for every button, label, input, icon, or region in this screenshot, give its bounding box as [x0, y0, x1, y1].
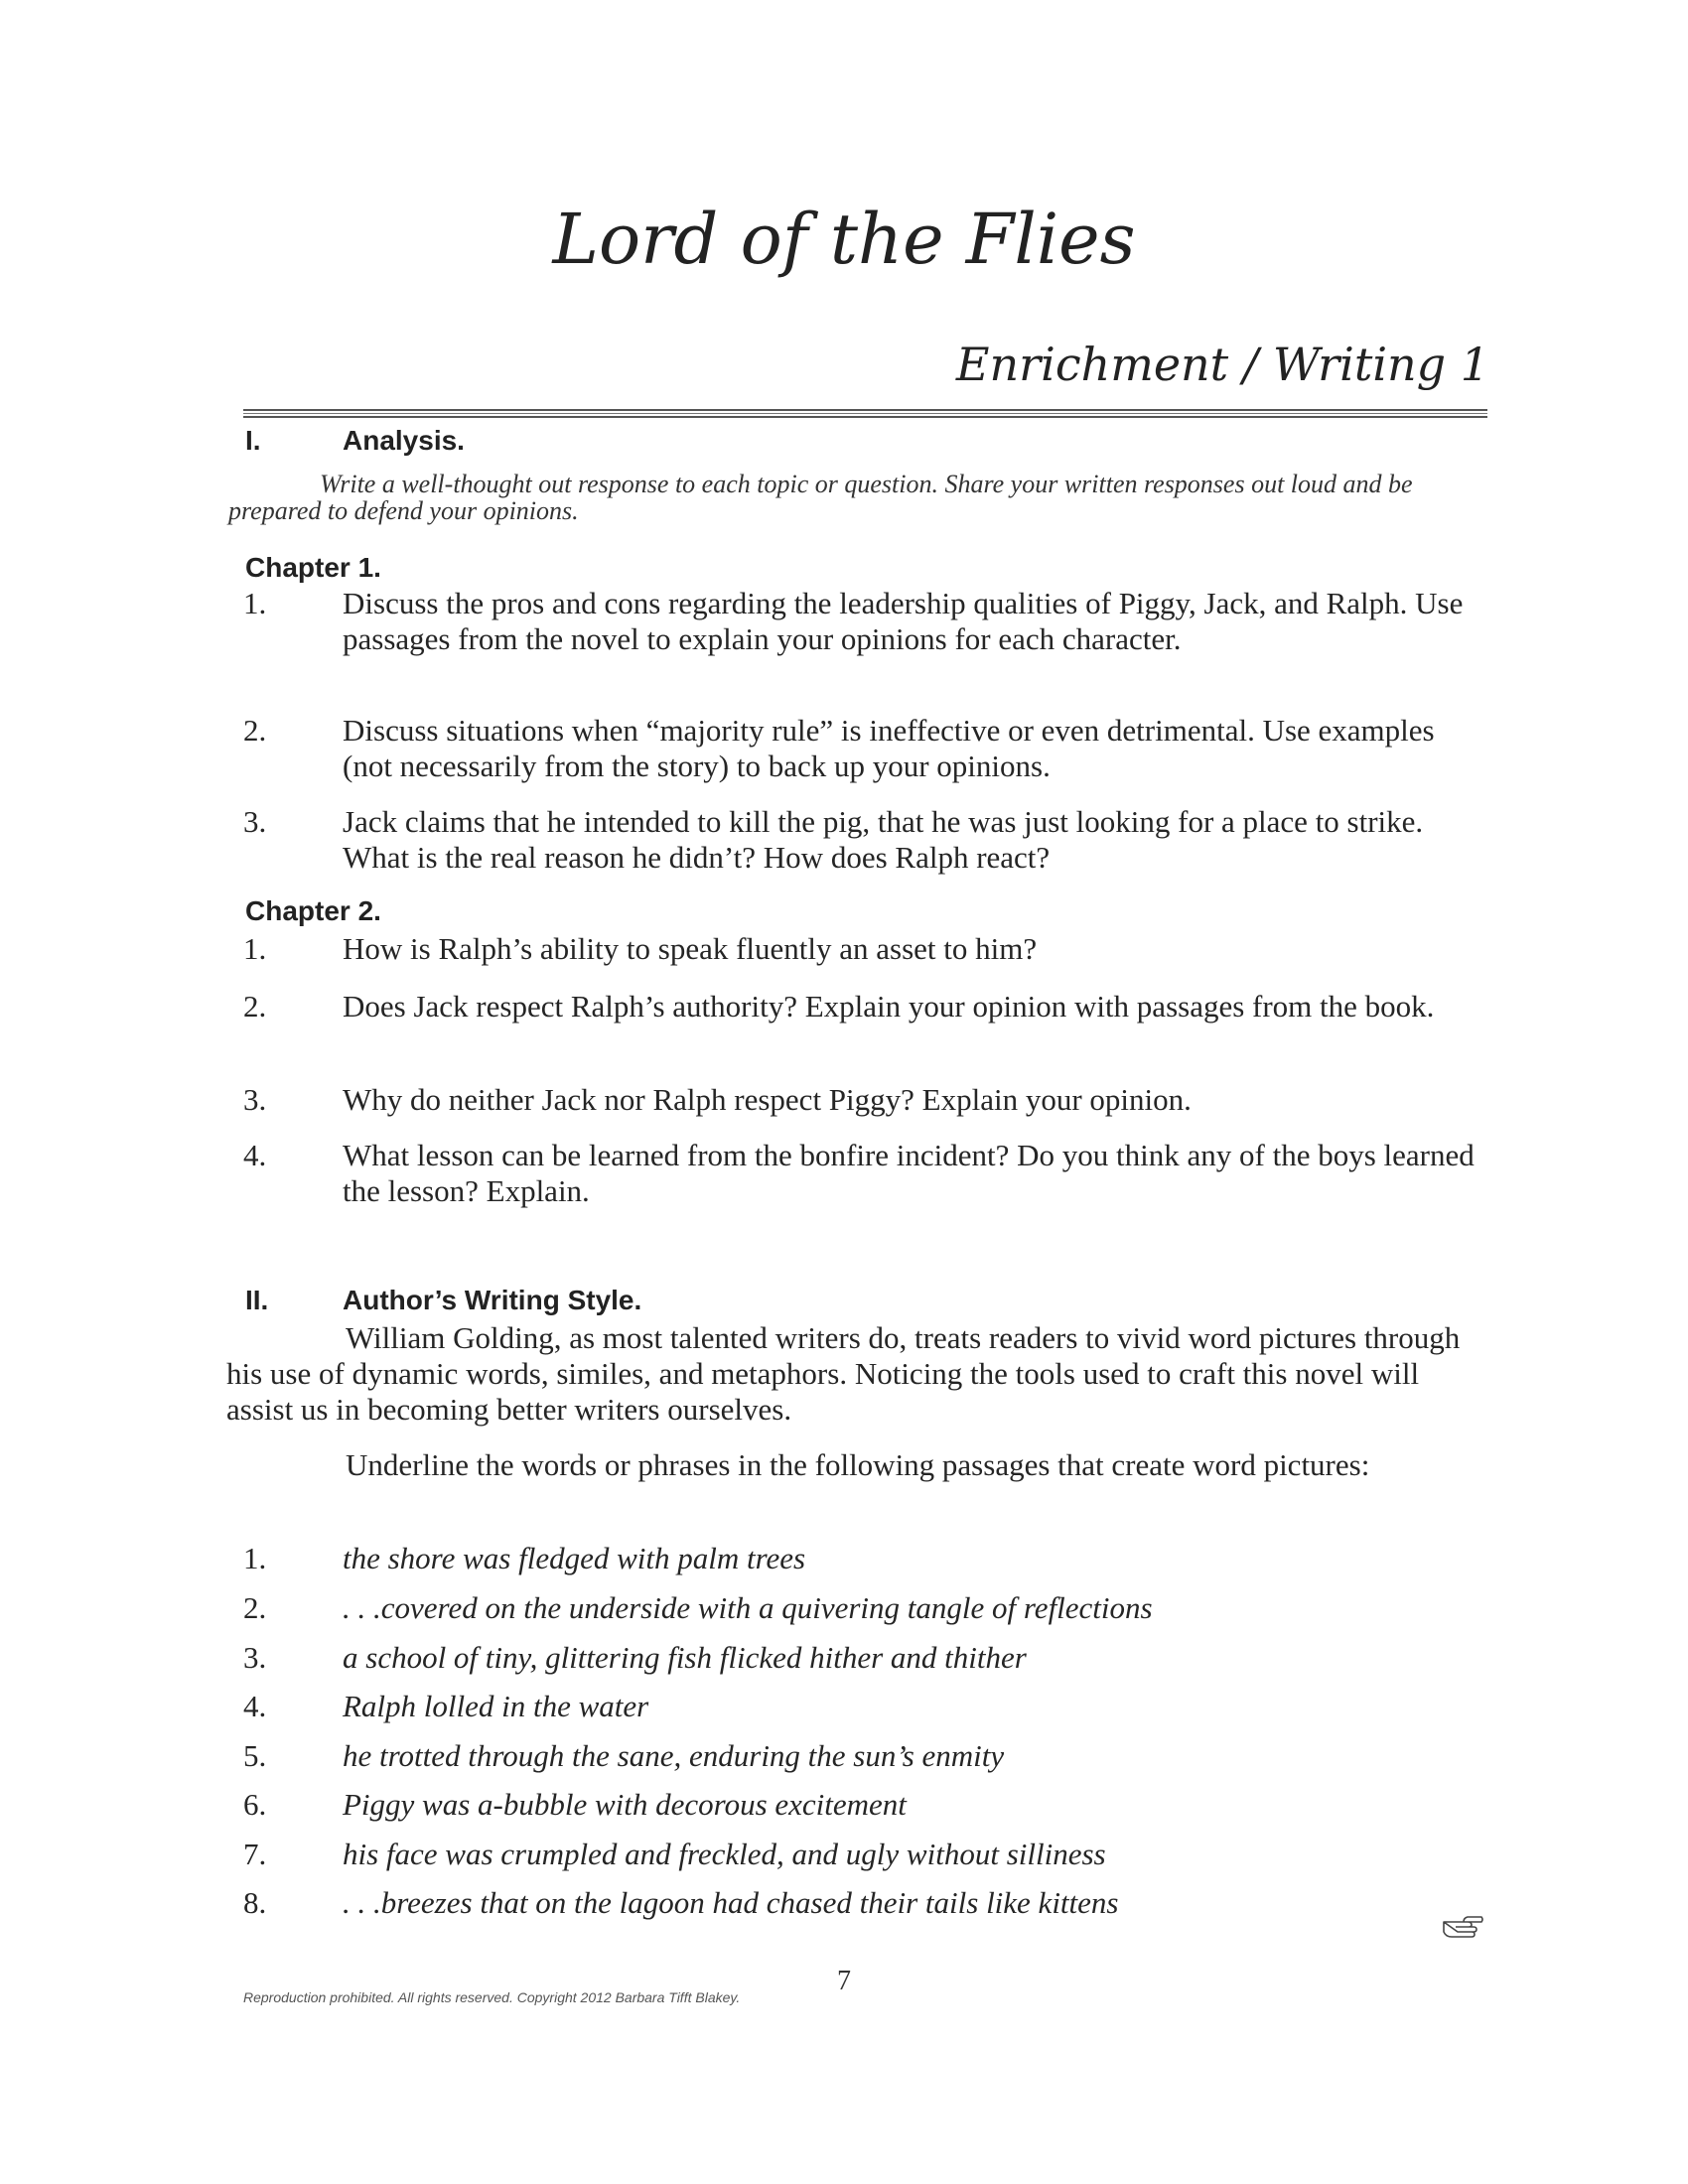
list-item: 1. How is Ralph’s ability to speak fluently an asset to him?: [243, 931, 1038, 966]
copyright-footer: Reproduction prohibited. All rights reserved. Copyright 2012 Barbara Tifft Blakey.: [243, 1989, 741, 2005]
list-item: 4. What lesson can be learned from the bonfire incident? Do you think any of the boys learned the lesson? Explain.: [243, 1138, 1475, 1208]
list-item: 4. Ralph lolled in the water: [243, 1689, 649, 1723]
document-title: Lord of the Flies: [552, 199, 1136, 280]
section-2-number: II.: [245, 1285, 269, 1315]
list-item: 3. Why do neither Jack nor Ralph respect Piggy? Explain your opinion.: [243, 1082, 1192, 1117]
section-1-number: I.: [245, 425, 261, 456]
list-item: 8. . . .breezes that on the lagoon had chased their tails like kittens: [243, 1885, 1119, 1920]
list-item: 3. a school of tiny, glittering fish flicked hither and thither: [243, 1640, 1027, 1675]
pointing-hand-icon: [1442, 1914, 1483, 1938]
document-subtitle: Enrichment / Writing 1: [955, 338, 1489, 391]
chapter-1-heading: Chapter 1.: [245, 552, 381, 583]
section-2-paragraph-2: Underline the words or phrases in the following passages that create word pictures:: [346, 1447, 1370, 1482]
list-item: 3. Jack claims that he intended to kill the pig, that he was just looking for a place to strike. What is the real reason he didn’t? How does Ralph react?: [243, 804, 1424, 875]
list-item: 6. Piggy was a-bubble with decorous excitement: [243, 1787, 907, 1822]
section-2-paragraph-1: William Golding, as most talented writers do, treats readers to vivid word pictures through his use of dynamic words, similes, and metaphors. Noticing the tools used to craft this novel will assist us in becoming better writers ourselves.: [226, 1320, 1461, 1427]
list-item: 2. Discuss situations when “majority rule” is ineffective or even detrimental. Use examples (not necessarily from the story) to back up your opinions.: [243, 713, 1435, 783]
list-item: 7. his face was crumpled and freckled, and ugly without silliness: [243, 1837, 1106, 1871]
list-item: 2. . . .covered on the underside with a quivering tangle of reflections: [243, 1590, 1153, 1625]
section-1-instructions: Write a well-thought out response to each topic or question. Share your written responses out loud and be prepared to defend your opinions.: [228, 470, 1413, 525]
list-item: 1. Discuss the pros and cons regarding the leadership qualities of Piggy, Jack, and Ralph. Use passages from the novel to explain your opinions for each character.: [243, 586, 1464, 656]
section-1-title: Analysis.: [343, 425, 465, 456]
list-item: 1. the shore was fledged with palm trees: [243, 1541, 806, 1575]
page-number: 7: [837, 1966, 851, 1996]
section-2-title: Author’s Writing Style.: [343, 1285, 642, 1315]
chapter-2-heading: Chapter 2.: [245, 895, 381, 926]
list-item: 2. Does Jack respect Ralph’s authority? Explain your opinion with passages from the book.: [243, 989, 1435, 1024]
header-rule: [243, 409, 1487, 418]
list-item: 5. he trotted through the sane, enduring the sun’s enmity: [243, 1738, 1005, 1773]
